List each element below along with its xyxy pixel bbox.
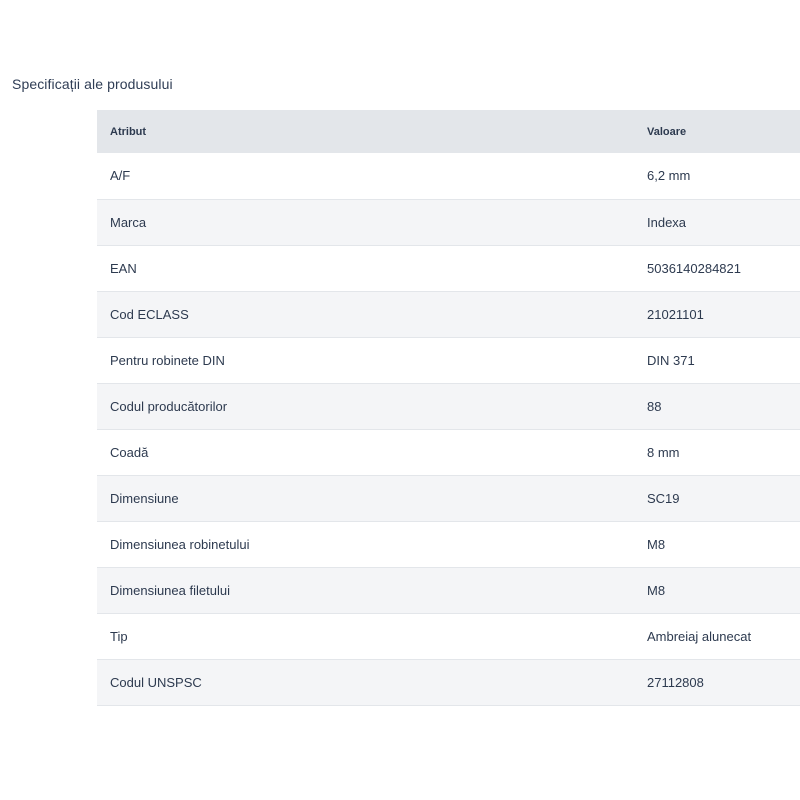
- table-header-row: [97, 110, 800, 153]
- value-cell: 21021101: [633, 291, 800, 337]
- table-row: [97, 383, 800, 429]
- table-row: [97, 659, 800, 705]
- value-cell: 5036140284821: [633, 245, 800, 291]
- table-row: [97, 337, 800, 383]
- value-cell: DIN 371: [633, 337, 800, 383]
- attribute-cell: Codul UNSPSC: [97, 659, 633, 705]
- attribute-cell: Codul producătorilor: [97, 383, 633, 429]
- attribute-cell: A/F: [97, 153, 633, 199]
- attribute-cell: Marca: [97, 199, 633, 245]
- attribute-cell: Dimensiune: [97, 475, 633, 521]
- section-title: Specificații ale produsului: [12, 76, 173, 92]
- attribute-cell: Cod ECLASS: [97, 291, 633, 337]
- value-cell: 88: [633, 383, 800, 429]
- attribute-cell: Pentru robinete DIN: [97, 337, 633, 383]
- value-cell: 27112808: [633, 659, 800, 705]
- table-row: [97, 613, 800, 659]
- attribute-cell: Coadă: [97, 429, 633, 475]
- table-row: [97, 153, 800, 199]
- value-cell: 6,2 mm: [633, 153, 800, 199]
- value-cell: Indexa: [633, 199, 800, 245]
- specifications-table: [97, 110, 800, 706]
- table-row: [97, 291, 800, 337]
- value-cell: Ambreiaj alunecat: [633, 613, 800, 659]
- column-header-attribute: Atribut: [110, 125, 147, 138]
- table-body: [97, 153, 800, 705]
- table-row: [97, 199, 800, 245]
- value-cell: SC19: [633, 475, 800, 521]
- attribute-cell: Tip: [97, 613, 633, 659]
- value-cell: 8 mm: [633, 429, 800, 475]
- table-row: [97, 245, 800, 291]
- table-header: [97, 110, 800, 153]
- table-row: [97, 567, 800, 613]
- attribute-cell: Dimensiunea filetului: [97, 567, 633, 613]
- table-row: [97, 521, 800, 567]
- table-row: [97, 475, 800, 521]
- value-cell: M8: [633, 567, 800, 613]
- table-row: [97, 429, 800, 475]
- value-cell: M8: [633, 521, 800, 567]
- column-header-value: Valoare: [647, 125, 687, 138]
- attribute-cell: EAN: [97, 245, 633, 291]
- attribute-cell: Dimensiunea robinetului: [97, 521, 633, 567]
